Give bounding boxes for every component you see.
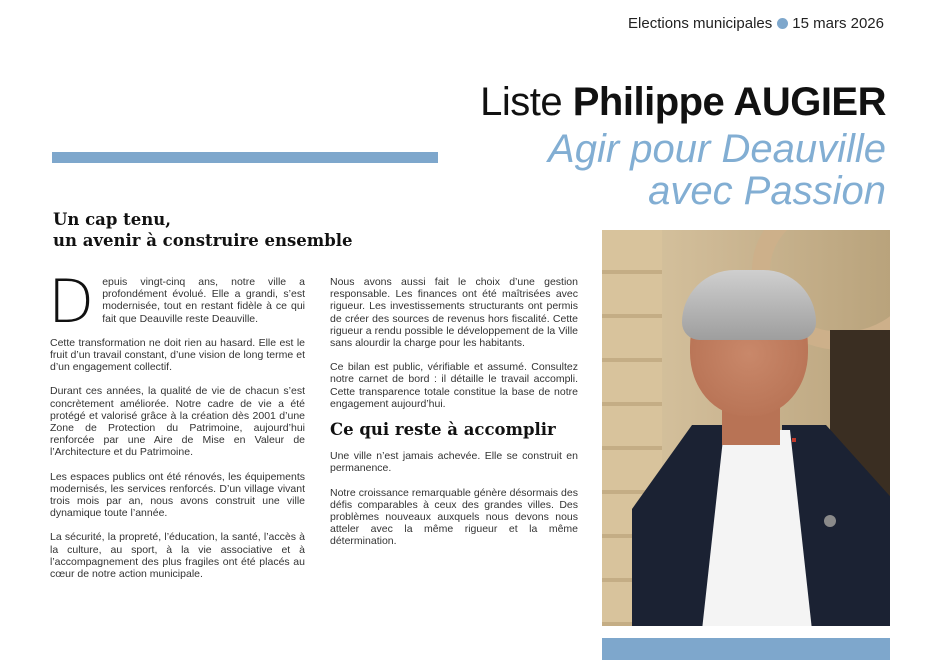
tagline-line-1: Agir pour Deauville: [548, 127, 886, 171]
lapel-pin-icon: [824, 515, 836, 527]
title-prefix: Liste: [480, 80, 563, 124]
left-column: [48, 267, 305, 592]
page-title: [480, 80, 886, 125]
accent-bar-top: [52, 152, 438, 163]
candidate-name: Philippe AUGIER: [572, 80, 886, 124]
tagline-line-2: avec Passion: [648, 169, 886, 213]
section-title: [53, 209, 353, 251]
photo-hair: [682, 270, 816, 340]
paragraph: La sécurité, la propreté, l’éducation, la santé, l’accès à la culture, au sport, à la vie associative et à l’accompagnement des plus fragiles ont été placés au cœur de notre action municipale.: [50, 531, 305, 581]
intro-text: epuis vingt-cinq ans, notre ville a profondément évolué. Elle a grandi, s’est modernisée, tout en restant fidèle à ce qui fait que Deauville reste Deauville.: [102, 276, 305, 325]
paragraph: Les espaces publics ont été rénovés, les équipements modernisés, les services renforcés. D’un village vivant trois mois par an, nous avons construit une ville dynamique toute l’année.: [50, 470, 305, 520]
intro-paragraph: [48, 267, 305, 337]
section-subtitle: Ce qui reste à accomplir: [330, 420, 556, 440]
accent-bar-bottom: [602, 638, 890, 660]
tagline: [548, 128, 886, 212]
paragraph: Ce bilan est public, vérifiable et assumé. Consultez notre carnet de bord : il détaille le travail accompli. Cette transparence totale constitue la base de notre engagement aujourd’hui.: [330, 361, 578, 410]
header-line: [628, 15, 884, 32]
bullet-dot-icon: [777, 18, 788, 29]
section-title-line-1: Un cap tenu,: [53, 210, 172, 229]
paragraph: Cette transformation ne doit rien au hasard. Elle est le fruit d’un travail constant, d’une vision de long terme et d’un engagement collectif.: [50, 336, 305, 374]
paragraph: Nous avons aussi fait le choix d’une gestion responsable. Les finances ont été maîtrisées avec rigueur. Les investissements structurants ont permis de créer des sources de revenus hors fiscalité. Cette rigueur a rendu possible le développement de la Ville sans alourdir la charge pour les habitants.: [330, 276, 578, 350]
red-pin-icon: [792, 438, 796, 442]
candidate-photo: [602, 230, 890, 626]
drop-cap: D: [48, 267, 95, 337]
paragraph: Une ville n’est jamais achevée. Elle se construit en permanence.: [330, 450, 578, 475]
right-column: [330, 276, 578, 560]
paragraph: Durant ces années, la qualité de vie de chacun s’est concrètement améliorée. Notre cadre de vie a été protégé et valorisé grâce à la création dès 2001 d’une Zone de Protection du Patrimoine, aujourd’hui renforcée par une Aire de Mise en Valeur de l’Architecture et du Patrimoine.: [50, 385, 305, 459]
event-label: Elections municipales: [628, 15, 773, 32]
event-date: 15 mars 2026: [792, 15, 884, 32]
paragraph: Notre croissance remarquable génère désormais des défis comparables à ceux des grandes villes. Des problèmes nouveaux auxquels nous devons nous atteler avec la même rigueur et la même détermination.: [330, 486, 578, 548]
section-title-line-2: un avenir à construire ensemble: [53, 231, 353, 250]
